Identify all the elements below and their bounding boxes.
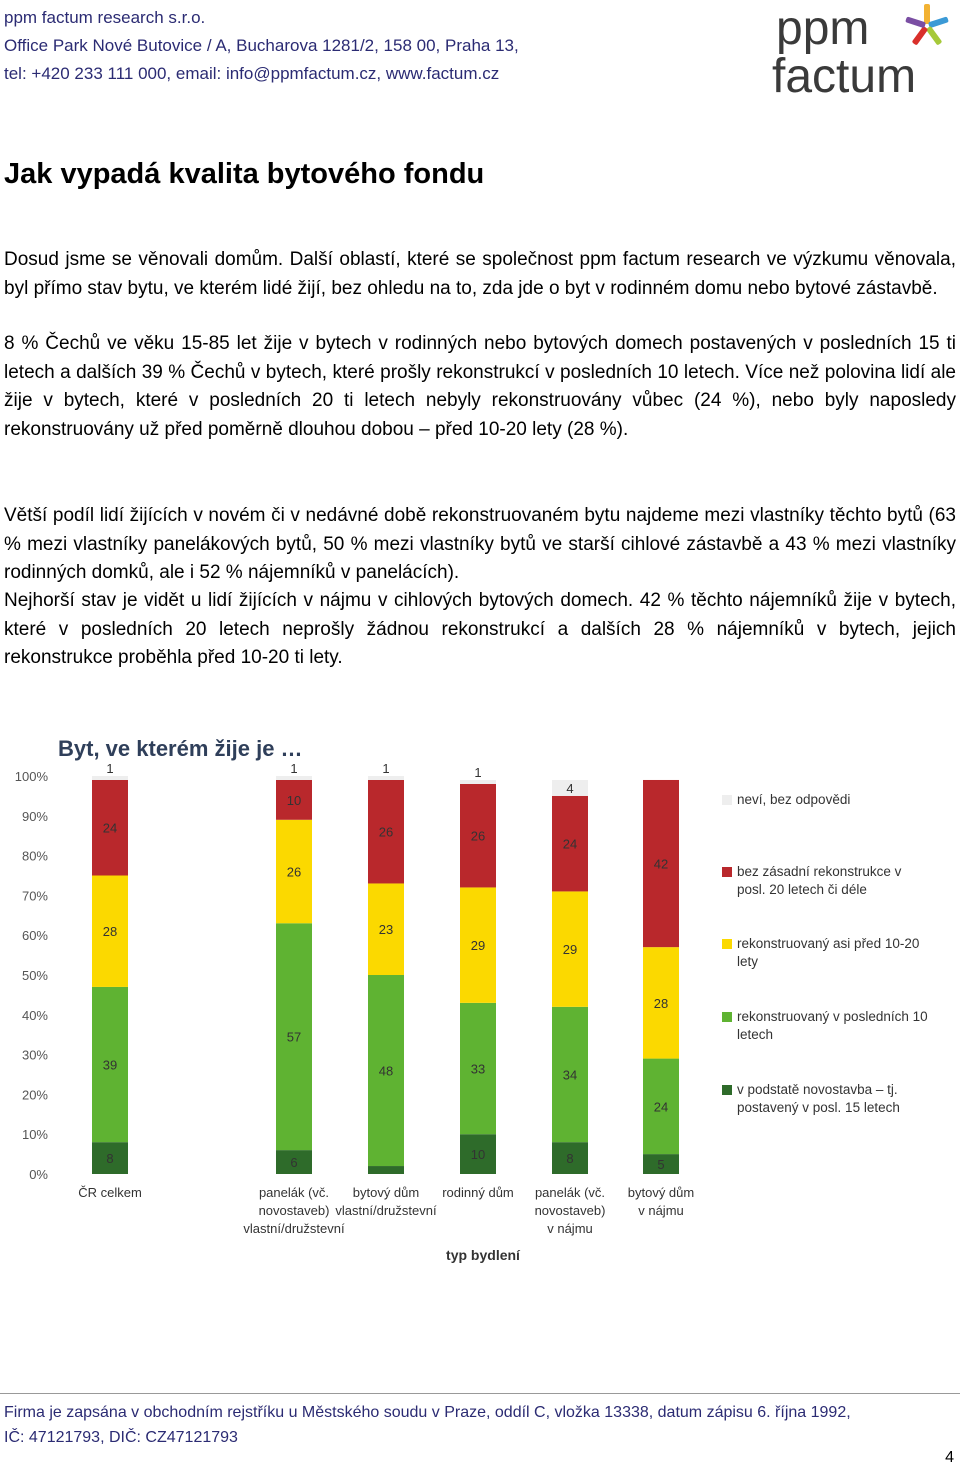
bar-segment	[276, 776, 312, 780]
paragraph-intro: Dosud jsme se věnovali domům. Další oblastí, které se společnost ppm factum research ve výzkumu věnovala, byl přímo stav bytu, ve kterém lidé žijí, bez ohledu na to, zda jde o byt v rodinném domu nebo bytové zástavbě.	[4, 249, 956, 299]
data-label: 33	[470, 1061, 486, 1077]
data-label: 24	[102, 820, 118, 836]
legend-swatch	[722, 1085, 732, 1095]
category-label: panelák (vč.	[258, 1185, 330, 1200]
footer-ids: IČ: 47121793, DIČ: CZ47121793	[4, 1429, 238, 1446]
data-label: 26	[470, 828, 486, 844]
data-label: 8	[566, 1151, 574, 1167]
bar-segment	[368, 776, 404, 780]
legend-label: postavený v posl. 15 letech	[737, 1100, 900, 1115]
page-title: Jak vypadá kvalita bytového fondu	[4, 158, 485, 190]
y-tick-label: 100%	[14, 769, 48, 784]
y-tick-label: 30%	[21, 1047, 48, 1063]
data-label: 28	[653, 995, 669, 1011]
data-label: 34	[562, 1067, 578, 1083]
footer-divider	[0, 1393, 960, 1394]
bar-segment	[92, 776, 128, 780]
legend-label: v podstatě novostavba – tj.	[737, 1082, 898, 1097]
data-label: 26	[286, 864, 302, 880]
y-tick-label: 90%	[21, 808, 48, 824]
y-tick-label: 70%	[21, 888, 48, 904]
legend-label: rekonstruovaný v posledních 10	[737, 1009, 928, 1024]
legend-label: neví, bez odpovědi	[737, 792, 851, 807]
data-label: 29	[562, 942, 578, 958]
ppm-factum-logo	[772, 2, 952, 98]
chart-title: Byt, ve kterém žije je …	[58, 736, 303, 761]
category-label: novostaveb)	[534, 1203, 606, 1218]
legend-label: letech	[737, 1027, 774, 1042]
x-axis-title: typ bydlení	[446, 1247, 520, 1263]
data-label: 4	[566, 780, 574, 796]
data-label: 5	[657, 1157, 665, 1173]
category-label: v nájmu	[547, 1221, 593, 1236]
data-label: 23	[378, 922, 394, 938]
category-label: rodinný dům	[442, 1185, 514, 1200]
legend-swatch	[722, 939, 732, 949]
y-tick-label: 80%	[21, 848, 48, 864]
legend-label: rekonstruovaný asi před 10-20	[737, 936, 920, 951]
y-tick-label: 50%	[21, 968, 48, 983]
category-label: panelák (vč.	[534, 1185, 606, 1200]
category-label: ČR celkem	[78, 1185, 142, 1200]
logo-line1: ppm	[776, 2, 870, 55]
legend-swatch	[722, 795, 732, 805]
data-label: 29	[470, 938, 486, 954]
data-label: 1	[290, 761, 298, 776]
logo-line2: factum	[772, 50, 917, 98]
page-number: 4	[945, 1449, 954, 1466]
company-address: Office Park Nové Butovice / A, Bucharova 1281/2, 158 00, Praha 13,	[4, 36, 519, 55]
legend-label: posl. 20 letech či déle	[737, 882, 867, 897]
legend-label: lety	[737, 954, 759, 969]
company-contact: tel: +420 233 111 000, email: info@ppmfactum.cz, www.factum.cz	[4, 64, 500, 83]
data-label: 48	[378, 1063, 394, 1079]
data-label: 39	[102, 1057, 118, 1073]
housing-quality-chart	[0, 726, 960, 1286]
data-label: 1	[382, 761, 390, 776]
data-label: 26	[378, 824, 394, 840]
footer-registration: Firma je zapsána v obchodním rejstříku u Městského soudu v Praze, oddíl C, vložka 13338, datum zápisu 6. října 1992,	[4, 1404, 851, 1421]
y-tick-label: 0%	[29, 1167, 48, 1182]
data-label: 28	[102, 924, 118, 940]
category-label: novostaveb)	[258, 1203, 330, 1218]
paragraph-owners: Větší podíl lidí žijících v novém či v nedávné době rekonstruovaném bytu najdeme mezi vlastníky těchto bytů (63 % mezi vlastníky panelákových bytů, 50 % mezi vlastníky bytů ve starší cihlové zástavbě a 43 % mezi vlastníky rodinných domků, ale i 52 % nájemníků v panelácích).	[4, 505, 956, 583]
y-tick-label: 60%	[21, 928, 48, 944]
data-label: 10	[470, 1147, 486, 1163]
category-label: vlastní/družstevní	[243, 1221, 345, 1236]
legend-label: bez zásadní rekonstrukce v	[737, 864, 902, 879]
data-label: 24	[562, 836, 578, 852]
legend-swatch	[722, 867, 732, 877]
paragraph-overall: 8 % Čechů ve věku 15-85 let žije v bytech v rodinných nebo bytových domech postavených v posledních 15 ti letech a dalších 39 % Čechů v bytech, které prošly rekonstrukcí v posledních 10 letech. Více než polovina lidí ale žije v bytech, které v posledních 20 ti letech nebyly rekonstruovány vůbec (24 %), nebo byly naposledy rekonstruovány už před poměrně dlouhou dobou – před 10-20 lety (28 %).	[4, 333, 956, 440]
category-label: v nájmu	[638, 1203, 684, 1218]
data-label: 24	[653, 1099, 669, 1115]
category-label: bytový dům	[352, 1185, 420, 1200]
y-tick-label: 10%	[21, 1127, 48, 1143]
data-label: 8	[106, 1151, 114, 1167]
bar-segment	[460, 780, 496, 784]
y-tick-label: 40%	[21, 1007, 48, 1023]
logo-star-icon	[905, 4, 949, 46]
data-label: 57	[286, 1029, 302, 1045]
bar-segment	[368, 1166, 404, 1174]
data-label: 1	[474, 764, 482, 780]
company-footer	[4, 1400, 851, 1450]
paragraph-tenants: Nejhorší stav je vidět u lidí žijících v nájmu v cihlových bytových domech. 42 % těchto nájemníků žije v bytech, které v posledních 20 letech neprošly žádnou rekonstrukcí a dalších 28 % nájemníků v bytech, jejich rekonstrukce proběhla před 10-20 ti lety.	[4, 590, 956, 668]
data-label: 42	[653, 856, 669, 872]
data-label: 6	[290, 1155, 298, 1171]
category-label: vlastní/družstevní	[335, 1203, 437, 1218]
category-label: bytový dům	[627, 1185, 695, 1200]
company-header	[4, 4, 624, 88]
company-name: ppm factum research s.r.o.	[4, 8, 206, 27]
data-label: 10	[286, 792, 302, 808]
y-tick-label: 20%	[21, 1087, 48, 1103]
legend-swatch	[722, 1012, 732, 1022]
data-label: 1	[106, 761, 114, 776]
